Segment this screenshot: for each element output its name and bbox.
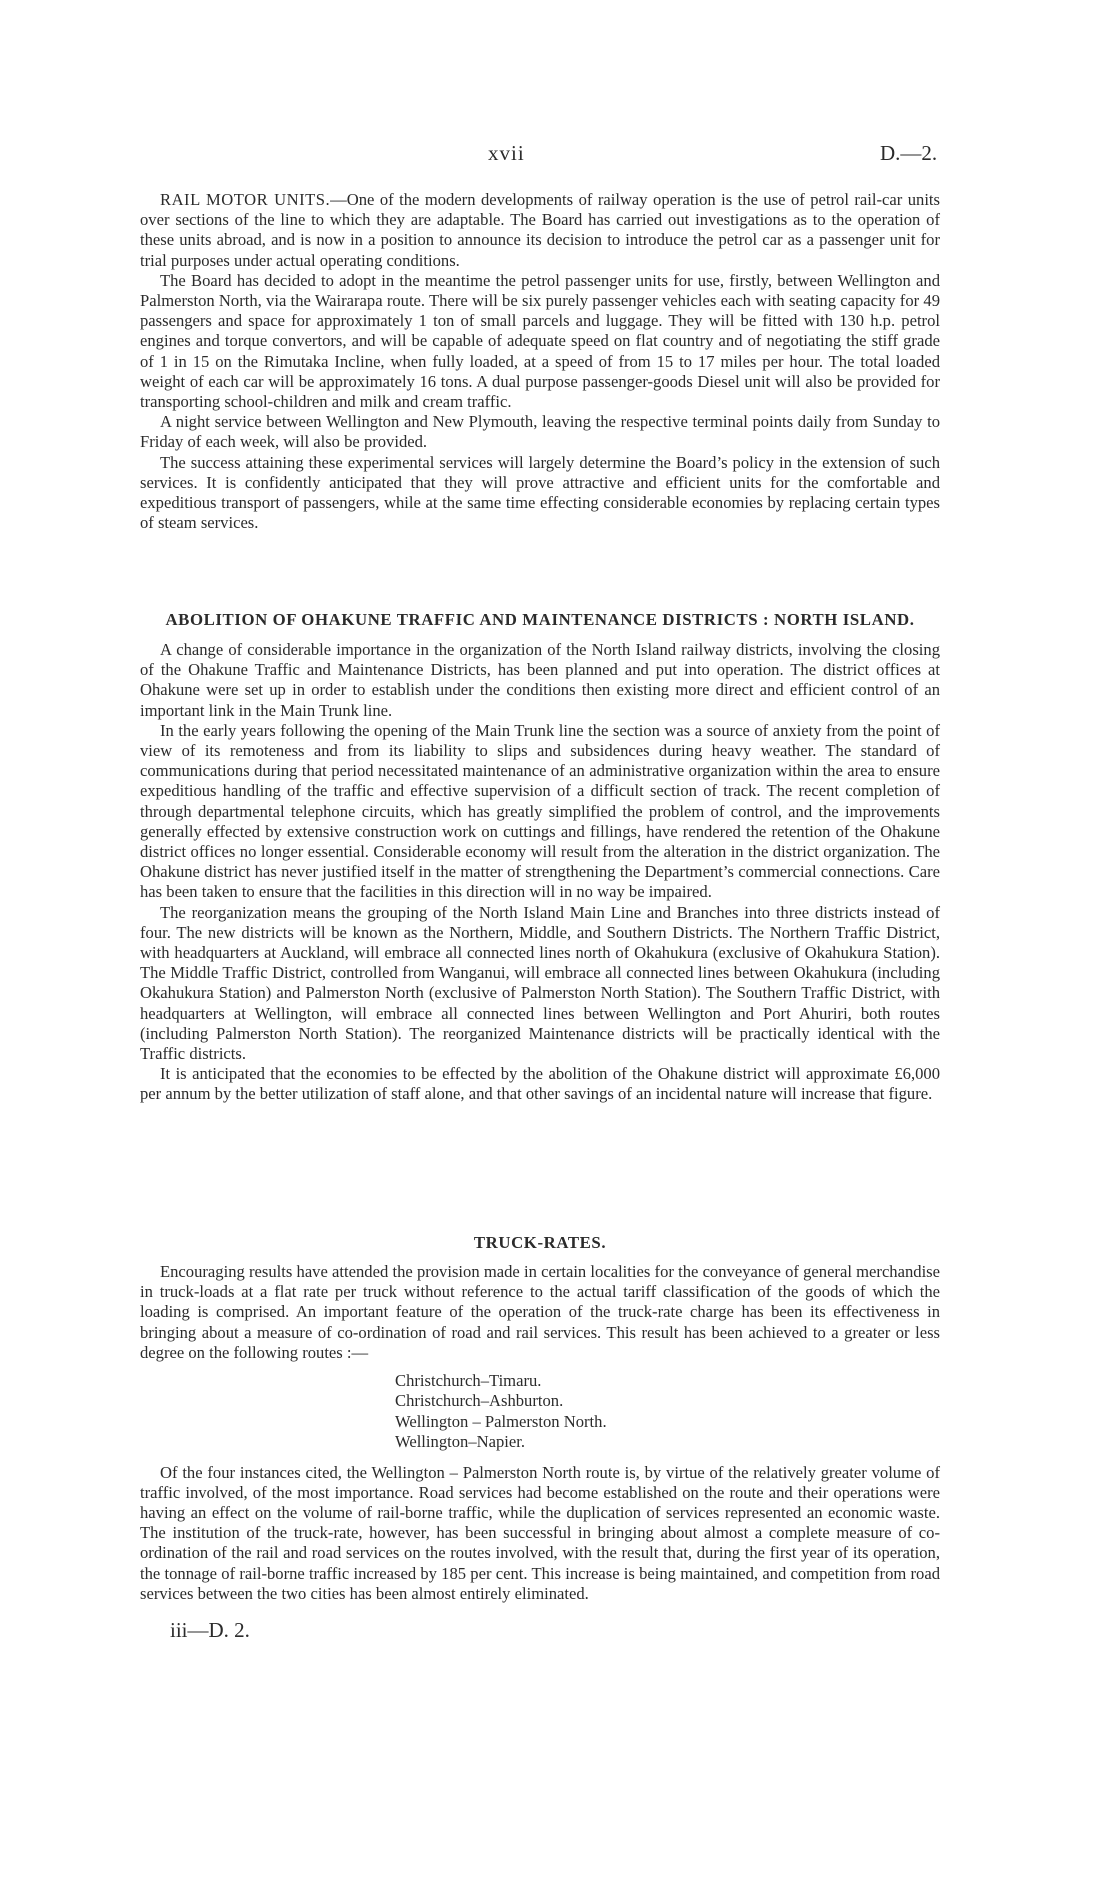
section-heading: TRUCK-RATES.	[473, 1233, 607, 1252]
route-item: Christchurch–Ashburton.	[395, 1391, 564, 1411]
paragraph: A change of considerable importance in the organization of the North Island railway districts, involving the closing of the Ohakune Traffic and Maintenance Districts, has been planned and put into operation. The district offices at Ohakune were set up in order to establish under the conditions then existing more direct and efficient control of an important link in the Main Trunk line.	[140, 640, 940, 720]
route-item: Wellington–Napier.	[395, 1432, 526, 1452]
section-abolition-ohakune	[140, 640, 940, 1105]
page-number: xvii	[488, 141, 525, 165]
section-truck-rates	[140, 1262, 940, 1643]
paragraph: It is anticipated that the economies to be effected by the abolition of the Ohakune district will approximate £6,000 per annum by the better utilization of staff alone, and that other savings of an incidental nature will increase that figure.	[140, 1064, 940, 1104]
page-signature: iii—D. 2.	[170, 1618, 250, 1643]
section-lead: RAIL MOTOR UNITS.	[160, 190, 331, 209]
route-item: Christchurch–Timaru.	[395, 1371, 542, 1391]
paragraph: A night service between Wellington and New Plymouth, leaving the respective terminal points daily from Sunday to Friday of each week, will also be provided.	[140, 412, 940, 452]
paragraph-text: —One of the modern developments of railway operation is the use of petrol rail-car units over sections of the line to which they are adaptable. The Board has carried out investigations as to the operation of these units abroad, and is now in a position to announce its decision to introduce the petrol car as a passenger unit for trial purposes under actual operating conditions.	[140, 190, 941, 270]
paragraph: The Board has decided to adopt in the meantime the petrol passenger units for use, firstly, between Wellington and Palmerston North, via the Wairarapa route. There will be six purely passenger vehicles each with seating capacity for 49 passengers and space for approximately 1 ton of small parcels and luggage. They will be fitted with 130 h.p. petrol engines and torque convertors, and will be capable of adequate speed on flat country and of negotiating the stiff grade of 1 in 15 on the Rimutaka Incline, when fully loaded, at a speed of from 15 to 17 miles per hour. The total loaded weight of each car will be approximately 16 tons. A dual purpose passenger-goods Diesel unit will also be provided for transporting school-children and milk and cream traffic.	[140, 270, 940, 412]
paragraph: The reorganization means the grouping of the North Island Main Line and Branches into three districts instead of four. The new districts will be known as the Northern, Middle, and Southern Districts. The Northern Traffic District, with headquarters at Auckland, will embrace all connected lines north of Okahukura (exclusive of Okahukura Station). The Middle Traffic District, controlled from Wanganui, will embrace all connected lines between Okahukura (including Okahukura Station) and Palmerston North (exclusive of Palmerston North Station). The Southern Traffic District, with headquarters at Wellington, will embrace all connected lines between Wellington and Port Ahuriri, both routes (including Palmerston North Station). The reorganized Maintenance districts will be practically identical with the Traffic districts.	[140, 902, 940, 1064]
section-heading: ABOLITION OF OHAKUNE TRAFFIC AND MAINTENANCE DISTRICTS : NORTH ISLAND.	[165, 610, 915, 629]
routes-list	[395, 1371, 940, 1453]
paragraph: In the early years following the opening of the Main Trunk line the section was a source of anxiety from the point of view of its remoteness and from its liability to slips and subsidences during heavy weather. The standard of communications during that period necessitated maintenance of an administrative organization within the area to ensure expeditious handling of the traffic and effective supervision of a difficult section of track. The recent completion of through departmental telephone circuits, which has greatly simplified the problem of control, and the improvements generally effected by extensive construction work on cuttings and fillings, have rendered the retention of the Ohakune district offices no longer essential. Considerable economy will result from the alteration in the district organization. The Ohakune district has never justified itself in the matter of strengthening the Department’s commercial connections. Care has been taken to ensure that the facilities in this direction will in no way be impaired.	[140, 720, 940, 902]
section-rail-motor-units	[140, 190, 940, 533]
document-reference: D.—2.	[880, 141, 938, 165]
page-header	[0, 141, 1114, 171]
paragraph: The success attaining these experimental services will largely determine the Board’s policy in the extension of such services. It is confidently anticipated that they will prove attractive and efficient units for the comfortable and expeditious transport of passengers, while at the same time effecting considerable economies by replacing certain types of steam services.	[140, 452, 940, 533]
paragraph: Encouraging results have attended the provision made in certain localities for the conveyance of general merchandise in truck-loads at a flat rate per truck without reference to the actual tariff classification of the goods of which the loading is comprised. An important feature of the operation of the truck-rate charge has been its effectiveness in bringing about a measure of co-ordination of road and rail services. This result has been achieved to a greater or less degree on the following routes :—	[140, 1262, 940, 1362]
route-item: Wellington – Palmerston North.	[395, 1411, 607, 1431]
paragraph	[140, 190, 940, 271]
paragraph: Of the four instances cited, the Wellington – Palmerston North route is, by virtue of the relatively greater volume of traffic involved, of the most importance. Road services had become established on the route and their operations were having an effect on the volume of rail-borne traffic, while the duplication of services represented an economic waste. The institution of the truck-rate, however, has been successful in bringing about almost a complete measure of co-ordination of the rail and road services on the routes involved, with the result that, during the first year of its operation, the tonnage of rail-borne traffic increased by 185 per cent. This increase is being maintained, and competition from road services between the two cities has been almost entirely eliminated.	[140, 1462, 940, 1603]
